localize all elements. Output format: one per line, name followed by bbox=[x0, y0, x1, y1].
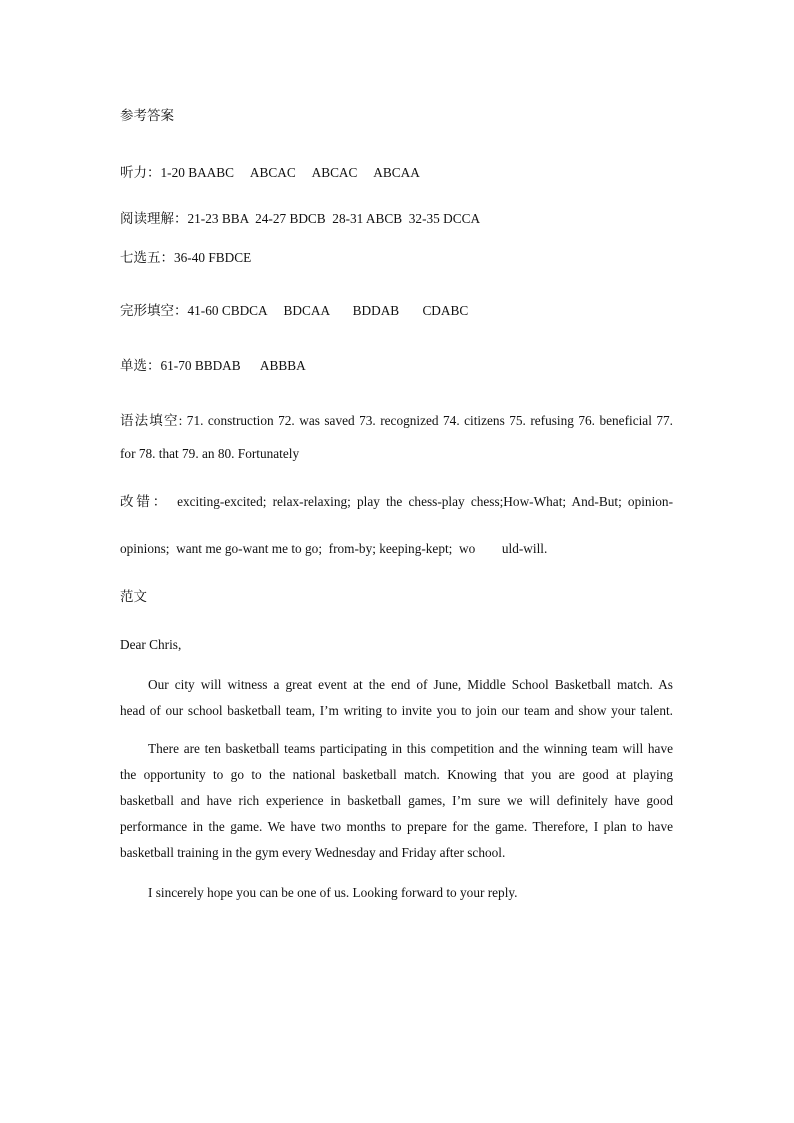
answer-label: 语法填空 bbox=[120, 413, 179, 429]
answer-label: 完形填空： bbox=[120, 303, 188, 319]
answer-value: 21-23 BBA 24-27 BDCB 28-31 ABCB 32-35 DCCA bbox=[187, 211, 481, 226]
cloze-answers bbox=[120, 303, 673, 319]
paragraph-3-line-1: I sincerely hope you can be one of us. Looking forward to your reply. bbox=[148, 885, 518, 900]
error-correction-answers-line-2: opinions; want me go-want me to go; from-by; keeping-kept; wo uld-will. bbox=[120, 541, 548, 556]
answer-label: 听力： bbox=[120, 165, 161, 181]
paragraph-2-line-5: basketball training in the gym every Wednesday and Friday after school. bbox=[120, 845, 506, 860]
paragraph-2-line-3: basketball and have rich experience in basketball games, I’m sure we will definitely have good bbox=[120, 793, 673, 808]
answer-label: 七选五： bbox=[120, 250, 174, 266]
grammar-fill-answers-line-1 bbox=[120, 413, 673, 429]
paragraph-2-line-1: There are ten basketball teams participating in this competition and the winning team will have bbox=[148, 741, 673, 756]
answer-value: 1-20 BAABC ABCAC ABCAC ABCAA bbox=[160, 165, 420, 180]
paragraph-1-line-1: Our city will witness a great event at the end of June, Middle School Basketball match. As bbox=[148, 677, 673, 692]
model-essay-heading: 范文 bbox=[120, 589, 147, 605]
letter-salutation: Dear Chris, bbox=[120, 637, 182, 652]
answer-value: 61-70 BBDAB ABBBA bbox=[160, 358, 306, 373]
grammar-fill-answers-line-2: for 78. that 79. an 80. Fortunately bbox=[120, 446, 300, 461]
error-correction-answers-line-1 bbox=[120, 494, 673, 510]
answer-value: : 71. construction 72. was saved 73. recognized 74. citizens 75. refusing 76. beneficial 77. bbox=[178, 413, 673, 428]
single-choice-answers bbox=[120, 358, 673, 374]
answer-value: 36-40 FBDCE bbox=[174, 250, 252, 265]
seven-choose-five-answers bbox=[120, 250, 673, 266]
reading-answers bbox=[120, 211, 673, 227]
paragraph-1-line-2: head of our school basketball team, I’m writing to invite you to join our team and show your talent. bbox=[120, 703, 673, 718]
answer-label: 改错： bbox=[120, 494, 170, 510]
paragraph-2-line-4: performance in the game. We have two months to prepare for the game. Therefore, I plan to have bbox=[120, 819, 673, 834]
answer-value: 41-60 CBDCA BDCAA BDDAB CDABC bbox=[187, 303, 469, 318]
answer-label: 单选： bbox=[120, 358, 161, 374]
listening-answers bbox=[120, 165, 673, 181]
answer-value: exciting-excited; relax-relaxing; play the chess-play chess;How-What; And-But; opinion- bbox=[177, 494, 673, 509]
answer-label: 阅读理解： bbox=[120, 211, 188, 227]
paragraph-2-line-2: the opportunity to go to the national basketball match. Knowing that you are good at playing bbox=[120, 767, 673, 782]
answer-key-heading: 参考答案 bbox=[120, 108, 174, 124]
